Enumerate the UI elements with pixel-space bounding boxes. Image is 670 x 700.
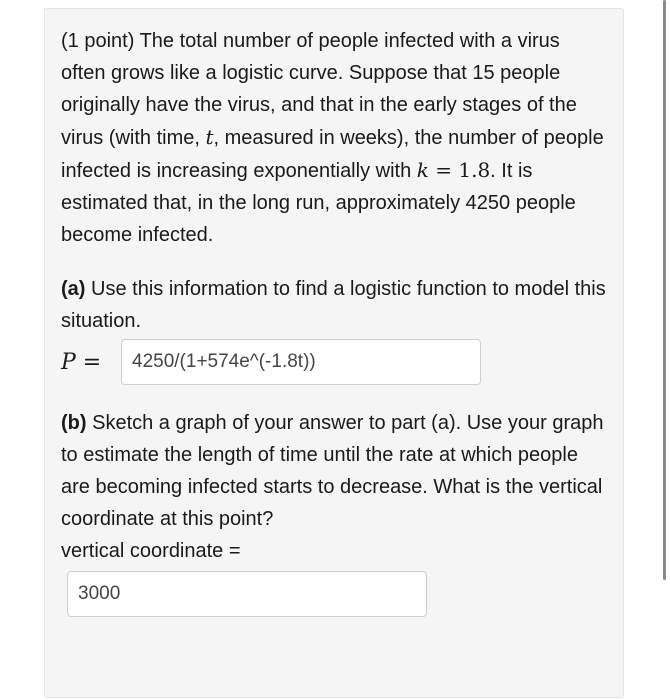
part-b-answer-input[interactable] xyxy=(67,571,427,617)
part-b-question xyxy=(61,407,607,535)
part-a-answer-row xyxy=(61,339,607,385)
part-b-section xyxy=(61,407,607,617)
scrollbar[interactable] xyxy=(663,0,666,580)
part-a-label: (a) xyxy=(61,278,86,300)
intro-text-3: . It is estimated that, in the long run, approximately 4250 people become infected. xyxy=(61,160,576,246)
k-equation: k = 1.8 xyxy=(416,158,491,182)
part-b-text: Sketch a graph of your answer to part (a). Use your graph to estimate the length of time until the rate at which people are becoming infected starts to decrease. What is the vertical coordinate at this point? xyxy=(61,412,604,530)
intro-text-1: (1 point) The total number of people infected with a virus often grows like a logistic curve. Suppose that 15 people originally have the virus, and that in the early stages of the virus (with time, xyxy=(61,30,577,149)
intro-text-2: , measured in weeks), the number of people infected is increasing exponentially with xyxy=(61,127,604,182)
part-a-section xyxy=(61,273,607,385)
t-variable: t xyxy=(205,125,214,149)
p-equals-label: P = xyxy=(61,349,102,375)
part-b-label: (b) xyxy=(61,412,87,434)
problem-card xyxy=(44,8,624,698)
part-a-answer-input[interactable] xyxy=(121,339,481,385)
vertical-coordinate-prompt: vertical coordinate = xyxy=(61,540,241,562)
part-a-question xyxy=(61,273,607,337)
problem-statement xyxy=(61,25,607,251)
part-a-text: Use this information to find a logistic function to model this situation. xyxy=(61,278,606,332)
